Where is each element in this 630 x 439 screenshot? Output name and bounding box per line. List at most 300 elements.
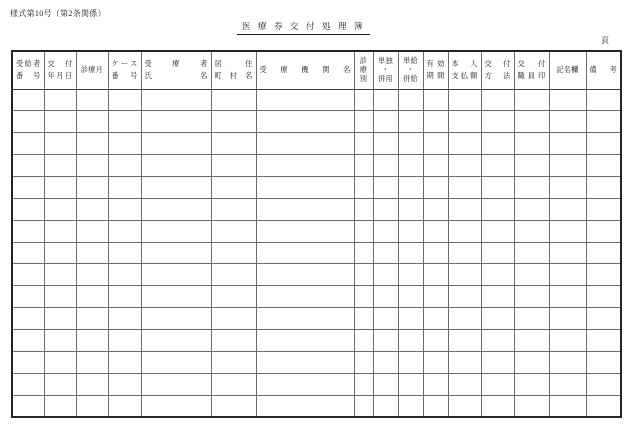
cell-medical-institution-name (256, 198, 354, 220)
cell-treatment-month (76, 286, 108, 308)
table-row (12, 373, 621, 395)
cell-signature-field (549, 89, 586, 111)
cell-treatment-month (76, 242, 108, 264)
cell-medical-institution-name (256, 329, 354, 351)
cell-self-payment-amount (448, 308, 481, 330)
cell-recipient-number (12, 176, 44, 198)
header-cell-medical-institution-name (256, 51, 354, 89)
page-number-label: 頁 (601, 36, 609, 45)
cell-residence-town-name (211, 133, 256, 155)
table-row (12, 220, 621, 242)
cell-case-number (108, 264, 141, 286)
cell-self-payment-amount (448, 220, 481, 242)
header-label: ・ (381, 66, 390, 75)
cell-treatment-category (354, 133, 373, 155)
cell-valid-period (423, 198, 448, 220)
cell-issue-method (481, 351, 514, 373)
cell-residence-town-name (211, 329, 256, 351)
cell-medical-institution-name (256, 242, 354, 264)
cell-remarks (586, 133, 621, 155)
cell-medical-institution-name (256, 133, 354, 155)
cell-medical-institution-name (256, 264, 354, 286)
cell-medical-institution-name (256, 373, 354, 395)
cell-remarks (586, 242, 621, 264)
cell-issuing-staff-seal (514, 395, 549, 417)
cell-patient-name (141, 242, 211, 264)
cell-single-or-combined-use (373, 308, 398, 330)
table-row (12, 351, 621, 373)
cell-treatment-month (76, 373, 108, 395)
cell-self-payment-amount (448, 351, 481, 373)
cell-treatment-month (76, 133, 108, 155)
cell-signature-field (549, 155, 586, 177)
cell-issuing-staff-seal (514, 242, 549, 264)
header-label: 方 法 (484, 72, 511, 81)
cell-remarks (586, 373, 621, 395)
cell-patient-name (141, 176, 211, 198)
cell-valid-period (423, 155, 448, 177)
header-cell-remarks (586, 51, 621, 89)
cell-valid-period (423, 220, 448, 242)
cell-remarks (586, 395, 621, 417)
cell-valid-period (423, 373, 448, 395)
cell-patient-name (141, 264, 211, 286)
cell-self-payment-amount (448, 133, 481, 155)
header-label: 居 住 (214, 59, 253, 68)
cell-single-or-combined-benefit (398, 111, 423, 133)
cell-patient-name (141, 220, 211, 242)
cell-medical-institution-name (256, 89, 354, 111)
cell-single-or-combined-benefit (398, 264, 423, 286)
cell-treatment-category (354, 242, 373, 264)
cell-single-or-combined-benefit (398, 308, 423, 330)
cell-treatment-category (354, 176, 373, 198)
cell-valid-period (423, 351, 448, 373)
cell-patient-name (141, 308, 211, 330)
cell-treatment-month (76, 264, 108, 286)
cell-issuing-staff-seal (514, 308, 549, 330)
cell-treatment-category (354, 198, 373, 220)
cell-remarks (586, 308, 621, 330)
cell-issuing-staff-seal (514, 133, 549, 155)
header-cell-issue-method (481, 51, 514, 89)
table-row (12, 155, 621, 177)
cell-issue-method (481, 308, 514, 330)
cell-case-number (108, 329, 141, 351)
cell-patient-name (141, 155, 211, 177)
cell-case-number (108, 89, 141, 111)
header-label: 併給 (403, 75, 418, 84)
cell-treatment-month (76, 351, 108, 373)
cell-issue-date (44, 198, 76, 220)
cell-issue-date (44, 329, 76, 351)
cell-self-payment-amount (448, 198, 481, 220)
cell-single-or-combined-benefit (398, 286, 423, 308)
cell-issue-date (44, 220, 76, 242)
cell-recipient-number (12, 351, 44, 373)
cell-treatment-category (354, 395, 373, 417)
cell-single-or-combined-benefit (398, 89, 423, 111)
cell-issuing-staff-seal (514, 198, 549, 220)
cell-medical-institution-name (256, 351, 354, 373)
cell-recipient-number (12, 329, 44, 351)
cell-valid-period (423, 111, 448, 133)
cell-single-or-combined-benefit (398, 242, 423, 264)
cell-residence-town-name (211, 155, 256, 177)
header-label: 期間 (426, 72, 445, 81)
cell-issue-method (481, 133, 514, 155)
cell-issue-method (481, 111, 514, 133)
header-label: 交 付 (517, 59, 546, 68)
cell-signature-field (549, 176, 586, 198)
register-table (11, 50, 622, 418)
cell-issuing-staff-seal (514, 111, 549, 133)
cell-treatment-category (354, 111, 373, 133)
cell-case-number (108, 351, 141, 373)
cell-issue-method (481, 220, 514, 242)
cell-single-or-combined-use (373, 286, 398, 308)
table-row (12, 308, 621, 330)
cell-recipient-number (12, 133, 44, 155)
cell-residence-town-name (211, 286, 256, 308)
cell-case-number (108, 111, 141, 133)
cell-recipient-number (12, 111, 44, 133)
cell-self-payment-amount (448, 373, 481, 395)
cell-residence-town-name (211, 351, 256, 373)
cell-valid-period (423, 286, 448, 308)
cell-valid-period (423, 242, 448, 264)
cell-issue-method (481, 329, 514, 351)
cell-case-number (108, 308, 141, 330)
header-cell-treatment-category (354, 51, 373, 89)
cell-signature-field (549, 198, 586, 220)
cell-issuing-staff-seal (514, 329, 549, 351)
cell-single-or-combined-benefit (398, 329, 423, 351)
header-label: 番 号 (16, 72, 41, 81)
cell-issue-date (44, 155, 76, 177)
cell-issue-method (481, 373, 514, 395)
cell-single-or-combined-use (373, 242, 398, 264)
cell-recipient-number (12, 89, 44, 111)
cell-remarks (586, 264, 621, 286)
cell-recipient-number (12, 220, 44, 242)
header-cell-residence-town-name (211, 51, 256, 89)
cell-single-or-combined-use (373, 155, 398, 177)
cell-patient-name (141, 198, 211, 220)
form-number: 様式第10号（第2条関係） (10, 9, 106, 18)
header-label: 記名欄 (556, 66, 579, 75)
cell-treatment-month (76, 155, 108, 177)
cell-valid-period (423, 308, 448, 330)
cell-issuing-staff-seal (514, 89, 549, 111)
cell-treatment-month (76, 111, 108, 133)
header-label: 氏名 (144, 72, 208, 81)
cell-issue-method (481, 242, 514, 264)
header-label: 職員印 (517, 72, 546, 81)
cell-patient-name (141, 373, 211, 395)
table-row (12, 286, 621, 308)
header-label: 交 付 (484, 59, 511, 68)
header-label: 年月日 (47, 72, 73, 81)
cell-remarks (586, 286, 621, 308)
cell-issue-date (44, 111, 76, 133)
header-label: 町村名 (214, 72, 253, 81)
cell-patient-name (141, 351, 211, 373)
cell-single-or-combined-benefit (398, 198, 423, 220)
cell-self-payment-amount (448, 111, 481, 133)
cell-single-or-combined-benefit (398, 176, 423, 198)
cell-self-payment-amount (448, 155, 481, 177)
cell-residence-town-name (211, 264, 256, 286)
header-cell-recipient-number (12, 51, 44, 89)
cell-signature-field (549, 373, 586, 395)
table-row (12, 176, 621, 198)
header-label: 受 療 者 (144, 59, 208, 68)
cell-treatment-category (354, 155, 373, 177)
cell-remarks (586, 176, 621, 198)
cell-residence-town-name (211, 373, 256, 395)
cell-patient-name (141, 89, 211, 111)
cell-case-number (108, 198, 141, 220)
cell-issue-method (481, 89, 514, 111)
cell-treatment-month (76, 329, 108, 351)
cell-medical-institution-name (256, 111, 354, 133)
cell-treatment-category (354, 220, 373, 242)
cell-valid-period (423, 395, 448, 417)
cell-signature-field (549, 264, 586, 286)
cell-issuing-staff-seal (514, 155, 549, 177)
cell-issue-method (481, 395, 514, 417)
header-label: 交 付 (47, 59, 73, 68)
cell-residence-town-name (211, 242, 256, 264)
cell-single-or-combined-use (373, 89, 398, 111)
header-label: 有効 (426, 59, 445, 68)
document-title: 医療券交付処理簿 (237, 20, 370, 35)
header-label: 単給 (403, 56, 418, 65)
table-row (12, 133, 621, 155)
cell-single-or-combined-benefit (398, 351, 423, 373)
cell-issue-date (44, 176, 76, 198)
cell-issuing-staff-seal (514, 264, 549, 286)
cell-valid-period (423, 264, 448, 286)
cell-single-or-combined-use (373, 133, 398, 155)
cell-recipient-number (12, 264, 44, 286)
cell-issue-method (481, 176, 514, 198)
cell-case-number (108, 373, 141, 395)
cell-single-or-combined-benefit (398, 133, 423, 155)
cell-signature-field (549, 242, 586, 264)
cell-residence-town-name (211, 89, 256, 111)
cell-recipient-number (12, 373, 44, 395)
cell-single-or-combined-use (373, 351, 398, 373)
cell-treatment-month (76, 308, 108, 330)
cell-issue-date (44, 351, 76, 373)
cell-medical-institution-name (256, 286, 354, 308)
cell-issue-date (44, 308, 76, 330)
cell-single-or-combined-benefit (398, 373, 423, 395)
cell-residence-town-name (211, 111, 256, 133)
cell-issue-date (44, 242, 76, 264)
header-cell-self-payment-amount (448, 51, 481, 89)
cell-issue-date (44, 395, 76, 417)
cell-medical-institution-name (256, 308, 354, 330)
header-cell-treatment-month (76, 51, 108, 89)
cell-treatment-month (76, 176, 108, 198)
cell-signature-field (549, 351, 586, 373)
header-cell-single-or-combined-use (373, 51, 398, 89)
cell-treatment-category (354, 264, 373, 286)
header-cell-issuing-staff-seal (514, 51, 549, 89)
header-label: 本 人 (451, 59, 478, 68)
cell-issue-date (44, 89, 76, 111)
cell-case-number (108, 395, 141, 417)
cell-remarks (586, 220, 621, 242)
cell-signature-field (549, 395, 586, 417)
cell-single-or-combined-use (373, 329, 398, 351)
cell-signature-field (549, 286, 586, 308)
cell-patient-name (141, 286, 211, 308)
header-label: ・ (406, 66, 415, 75)
header-cell-valid-period (423, 51, 448, 89)
cell-residence-town-name (211, 176, 256, 198)
cell-single-or-combined-use (373, 395, 398, 417)
cell-case-number (108, 176, 141, 198)
cell-single-or-combined-use (373, 264, 398, 286)
header-cell-issue-date (44, 51, 76, 89)
cell-signature-field (549, 329, 586, 351)
header-label: 単独 (378, 56, 393, 65)
cell-treatment-category (354, 308, 373, 330)
cell-recipient-number (12, 286, 44, 308)
cell-treatment-category (354, 329, 373, 351)
cell-patient-name (141, 133, 211, 155)
header-label: 備 考 (589, 66, 617, 75)
cell-issue-method (481, 198, 514, 220)
header-row (12, 51, 621, 89)
cell-treatment-category (354, 89, 373, 111)
cell-valid-period (423, 89, 448, 111)
cell-remarks (586, 329, 621, 351)
cell-treatment-month (76, 198, 108, 220)
table-row (12, 111, 621, 133)
cell-patient-name (141, 395, 211, 417)
cell-recipient-number (12, 198, 44, 220)
cell-self-payment-amount (448, 329, 481, 351)
cell-remarks (586, 351, 621, 373)
cell-patient-name (141, 329, 211, 351)
header-label: ケース (111, 59, 138, 68)
cell-residence-town-name (211, 220, 256, 242)
header-label: 診 (359, 56, 368, 65)
cell-self-payment-amount (448, 264, 481, 286)
cell-issue-method (481, 155, 514, 177)
cell-issue-method (481, 286, 514, 308)
cell-treatment-category (354, 351, 373, 373)
cell-patient-name (141, 111, 211, 133)
header-label: 併用 (378, 75, 393, 84)
cell-case-number (108, 155, 141, 177)
table-row (12, 329, 621, 351)
cell-remarks (586, 111, 621, 133)
cell-residence-town-name (211, 395, 256, 417)
cell-residence-town-name (211, 308, 256, 330)
table-header (12, 51, 621, 89)
cell-medical-institution-name (256, 176, 354, 198)
cell-single-or-combined-use (373, 220, 398, 242)
cell-valid-period (423, 176, 448, 198)
cell-treatment-category (354, 373, 373, 395)
cell-medical-institution-name (256, 155, 354, 177)
cell-single-or-combined-benefit (398, 395, 423, 417)
cell-case-number (108, 286, 141, 308)
cell-recipient-number (12, 395, 44, 417)
header-cell-single-or-combined-benefit (398, 51, 423, 89)
header-label: 受給者 (16, 59, 41, 68)
header-label: 支払額 (451, 72, 478, 81)
table-row (12, 89, 621, 111)
cell-signature-field (549, 111, 586, 133)
cell-valid-period (423, 329, 448, 351)
table-row (12, 264, 621, 286)
cell-single-or-combined-use (373, 198, 398, 220)
cell-recipient-number (12, 155, 44, 177)
cell-signature-field (549, 308, 586, 330)
cell-issuing-staff-seal (514, 220, 549, 242)
cell-remarks (586, 155, 621, 177)
cell-single-or-combined-use (373, 176, 398, 198)
cell-issuing-staff-seal (514, 373, 549, 395)
cell-single-or-combined-use (373, 373, 398, 395)
cell-issue-date (44, 133, 76, 155)
cell-case-number (108, 220, 141, 242)
cell-issue-date (44, 264, 76, 286)
cell-case-number (108, 242, 141, 264)
cell-case-number (108, 133, 141, 155)
cell-self-payment-amount (448, 242, 481, 264)
cell-single-or-combined-use (373, 111, 398, 133)
cell-self-payment-amount (448, 395, 481, 417)
cell-issue-date (44, 286, 76, 308)
cell-medical-institution-name (256, 395, 354, 417)
cell-remarks (586, 89, 621, 111)
cell-signature-field (549, 220, 586, 242)
header-label: 療 (359, 66, 368, 75)
table-row (12, 242, 621, 264)
cell-treatment-month (76, 89, 108, 111)
header-cell-signature-field (549, 51, 586, 89)
header-label: 番 号 (111, 72, 138, 81)
header-label: 受療機関名 (259, 66, 351, 75)
cell-remarks (586, 198, 621, 220)
table-body (12, 89, 621, 417)
cell-self-payment-amount (448, 176, 481, 198)
cell-issue-method (481, 264, 514, 286)
cell-issuing-staff-seal (514, 176, 549, 198)
header-label: 別 (359, 75, 368, 84)
cell-single-or-combined-benefit (398, 155, 423, 177)
cell-signature-field (549, 133, 586, 155)
cell-self-payment-amount (448, 89, 481, 111)
header-cell-case-number (108, 51, 141, 89)
cell-issue-date (44, 373, 76, 395)
cell-recipient-number (12, 308, 44, 330)
cell-single-or-combined-benefit (398, 220, 423, 242)
cell-medical-institution-name (256, 220, 354, 242)
cell-residence-town-name (211, 198, 256, 220)
cell-recipient-number (12, 242, 44, 264)
cell-treatment-month (76, 220, 108, 242)
cell-valid-period (423, 133, 448, 155)
